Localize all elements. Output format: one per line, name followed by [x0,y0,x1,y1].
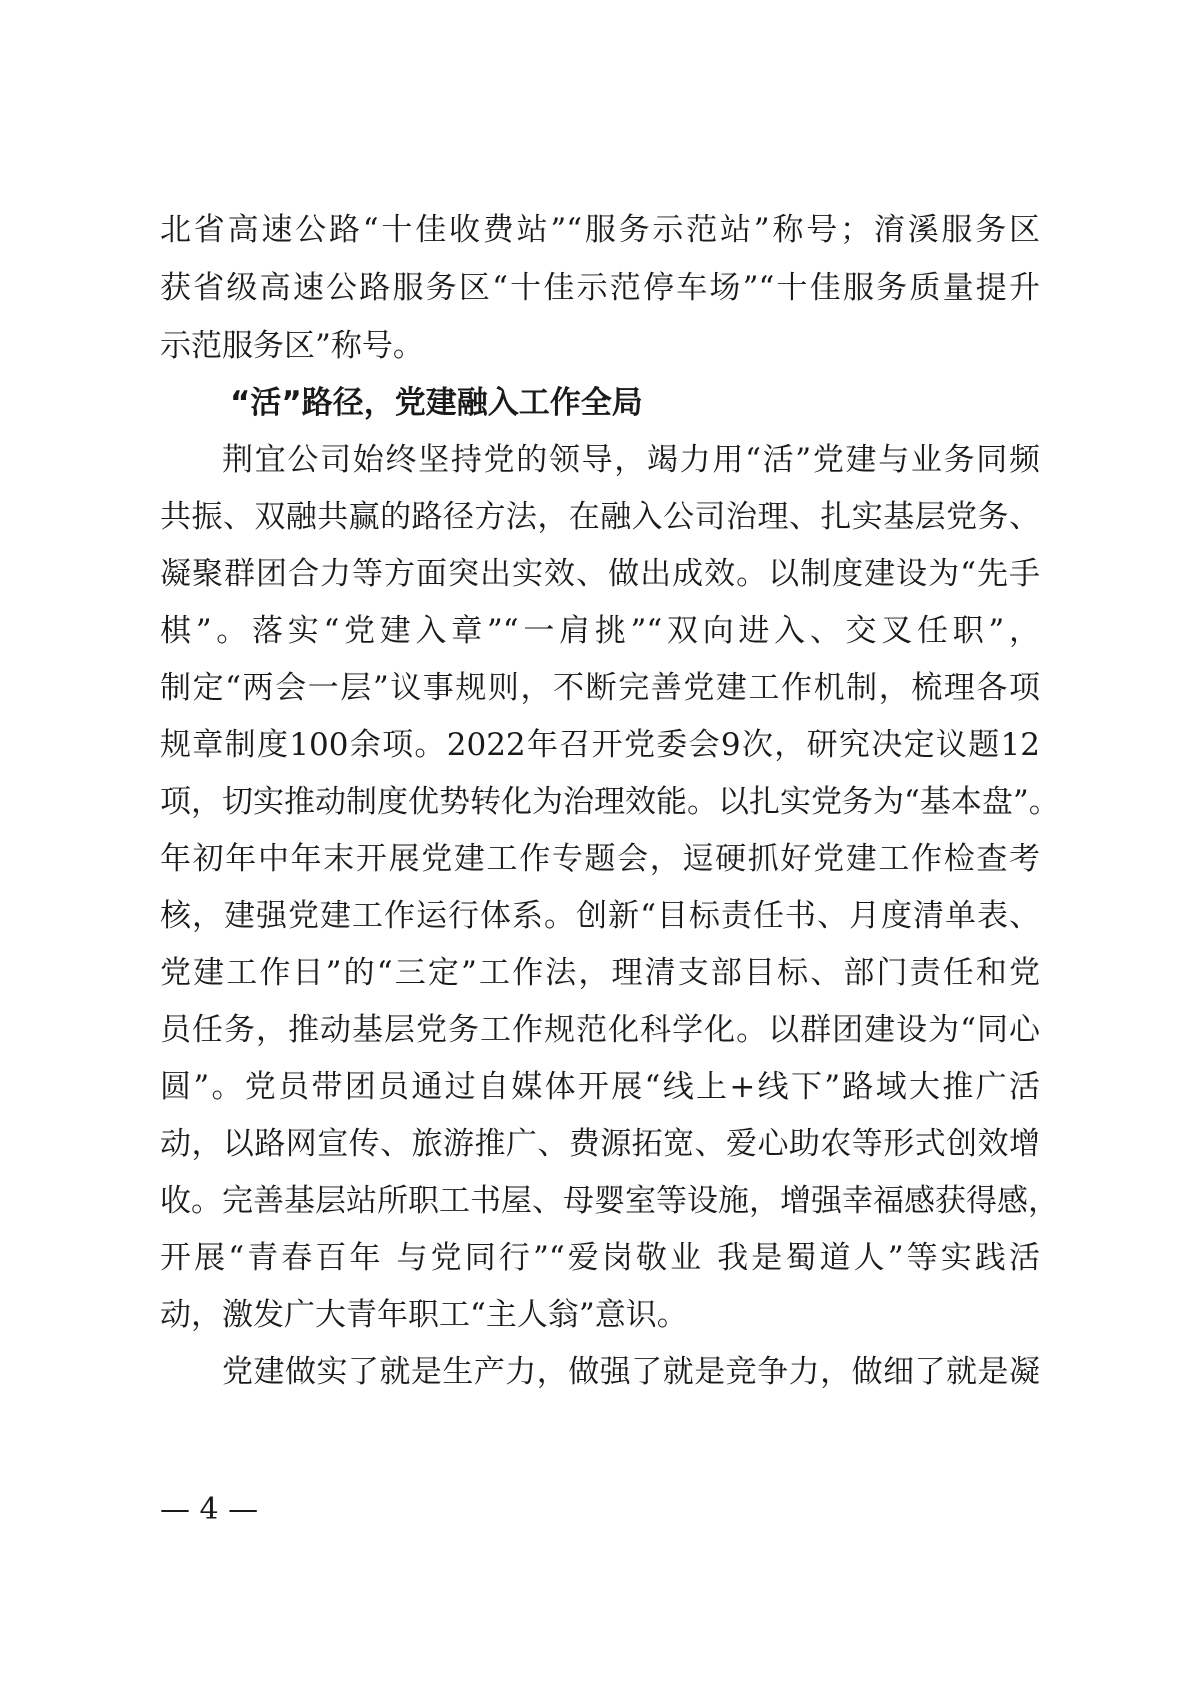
text-line: 制定“两会一层”议事规则，不断完善党建工作机制，梳理各项 [160,670,1040,706]
text-line: 示范服务区”称号。 [160,328,424,364]
page-number: — 4 — [160,1492,259,1527]
text-line: 员任务，推动基层党务工作规范化科学化。以群团建设为“同心 [160,1012,1040,1048]
text-line: 圆”。党员带团员通过自媒体开展“线上+线下”路域大推广活 [160,1069,1040,1105]
text-line: 共振、双融共赢的路径方法，在融入公司治理、扎实基层党务、 [160,499,1040,535]
text-line: 规章制度100余项。2022年召开党委会9次，研究决定议题12 [160,727,1040,763]
text-line: 收。完善基层站所职工书屋、母婴室等设施，增强幸福感获得感， [160,1183,1059,1219]
text-line: 党建工作日”的“三定”工作法，理清支部目标、部门责任和党 [160,955,1040,991]
text-line: 项，切实推动制度优势转化为治理效能。以扎实党务为“基本盘”。 [160,784,1060,820]
text-line: 凝聚群团合力等方面突出实效、做出成效。以制度建设为“先手 [160,556,1040,592]
text-line: 北省高速公路“十佳收费站”“服务示范站”称号；淯溪服务区 [160,212,1040,248]
section-heading: “活”路径，党建融入工作全局 [230,385,643,421]
text-line: 开展“青春百年 与党同行”“爱岗敬业 我是蜀道人”等实践活 [160,1240,1040,1276]
text-line: 棋”。落实“党建入章”“一肩挑”“双向进入、交叉任职”， [160,613,1040,649]
text-line: 荆宜公司始终坚持党的领导，竭力用“活”党建与业务同频 [222,442,1040,478]
text-line: 动，以路网宣传、旅游推广、费源拓宽、爱心助农等形式创效增 [160,1126,1040,1162]
text-line: 动，激发广大青年职工“主人翁”意识。 [160,1297,688,1333]
text-line: 核，建强党建工作运行体系。创新“目标责任书、月度清单表、 [160,898,1040,934]
text-line: 党建做实了就是生产力，做强了就是竞争力，做细了就是凝 [222,1354,1040,1390]
text-line: 年初年中年末开展党建工作专题会，逗硬抓好党建工作检查考 [160,841,1040,877]
text-line: 获省级高速公路服务区“十佳示范停车场”“十佳服务质量提升 [160,270,1040,306]
